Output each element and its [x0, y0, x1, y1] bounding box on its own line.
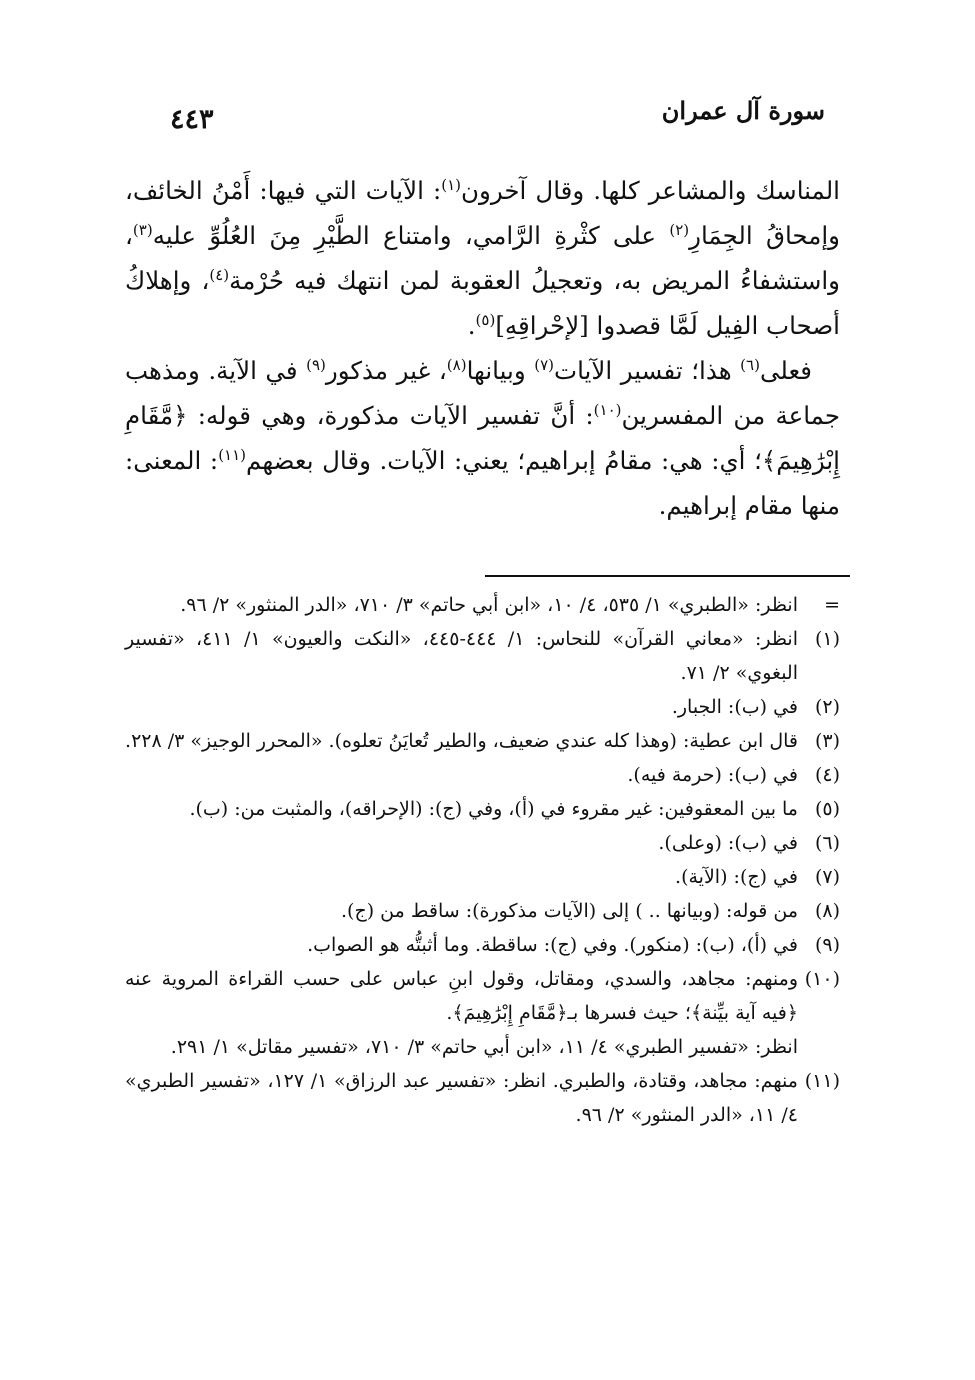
- footnote-marker: (٢): [669, 221, 690, 239]
- footnote-text: قال ابن عطية: (وهذا كله عندي ضعيف، والطير تُعايَنُ تعلوه). «المحرر الوجيز» ٣/ ٢٢٨.: [125, 730, 798, 752]
- footnote-text: في (ج): (الآية).: [675, 866, 798, 888]
- footnote-marker: (٦): [740, 356, 760, 374]
- footnote-text: ومنهم: مجاهد، والسدي، ومقاتل، وقول ابنِ عباس على حسب القراءة المروية عنه ﴿فيه آية بيِّنة﴾؛ حيث فسرها بـ﴿مَّقَامِ إِبْرَٰهِيمَ﴾.: [125, 968, 798, 1024]
- text-run: في الآية. ومذهب جماعة من المفسرين: [125, 356, 840, 430]
- text-run: : أنَّ تفسير الآيات مذكورة، وهي قوله: ﴿مَّقَامِ إِبْرَٰهِيمَ﴾؛ أي: هي: مقامُ إبراهيم؛ يعني: الآيات. وقال بعضهم: [125, 401, 840, 475]
- footnotes: [125, 588, 840, 1132]
- text-run: ، واستشفاءُ المريض به، وتعجيلُ العقوبة لمن انتهك فيه حُرْمة: [125, 221, 840, 295]
- footnote-text: انظر: «الطبري» ١/ ٥٣٥، ٤/ ١٠، «ابن أبي حاتم» ٣/ ٧١٠، «الدر المنثور» ٢/ ٩٦.: [180, 594, 798, 616]
- footnote-number: (٥): [814, 798, 840, 820]
- footnote-divider: [485, 575, 850, 577]
- footnote-text: ما بين المعقوفين: غير مقروء في (أ)، وفي (ج): (الإحراقه)، والمثبت من: (ب).: [189, 798, 798, 820]
- footnote-number: (١): [814, 628, 840, 650]
- footnote-marker: (٣): [132, 221, 153, 239]
- footnote-marker: (١٠): [593, 401, 622, 419]
- footnote-3: [125, 724, 840, 758]
- footnote-number: (١٠): [804, 968, 840, 990]
- footnote-4: [125, 758, 840, 792]
- footnote-text: في (ب): الجبار.: [671, 696, 798, 718]
- footnote-text: في (أ)، (ب): (منكور). وفي (ج): ساقطة. وما أثبتُّه هو الصواب.: [307, 934, 798, 956]
- footnote-number: (٤): [814, 764, 840, 786]
- footnote-text: في (ب): (وعلى).: [658, 832, 798, 854]
- footnote-10: [125, 962, 840, 1030]
- text-run: .: [467, 311, 476, 340]
- footnote-number: (١١): [804, 1070, 840, 1092]
- footnote-10-sources: انظر: «تفسير الطبري» ٤/ ١١، «ابن أبي حاتم» ٣/ ٧١٠، «تفسير مقاتل» ١/ ٢٩١.: [170, 1036, 798, 1058]
- paragraph-2: [125, 348, 840, 528]
- footnote-number: (٧): [814, 866, 840, 888]
- footnote-number: (٨): [814, 900, 840, 922]
- footnote-marker: (٥): [475, 311, 496, 329]
- footnote-8: [125, 894, 840, 928]
- footnote-1: [125, 622, 840, 690]
- page-header: [140, 96, 825, 142]
- footnote-text: منهم: مجاهد، وقتادة، والطبري. انظر: «تفسير عبد الرزاق» ١/ ١٢٧، «تفسير الطبري» ٤/ ١١، «الدر المنثور» ٢/ ٩٦.: [125, 1070, 798, 1126]
- footnote-marker: (١١): [218, 446, 247, 464]
- text-run: هذا؛ تفسير الآيات: [554, 356, 741, 385]
- text-run: على كثْرةِ الرَّامي، وامتناع الطَّيْرِ مِنَ العُلُوِّ عليه: [152, 221, 670, 250]
- footnote-continuation: [125, 588, 840, 622]
- footnote-7: [125, 860, 840, 894]
- page-number: ٤٤٣: [170, 104, 214, 135]
- footnote-5: [125, 792, 840, 826]
- text-run: ، وإهلاكُ أصحاب الفِيل لَمَّا قصدوا [لإحْراقِهِ]: [125, 266, 840, 340]
- footnote-number: (٣): [814, 730, 840, 752]
- footnote-text: انظر: «معاني القرآن» للنحاس: ١/ ٤٤٤-٤٤٥، «النكت والعيون» ١/ ٤١١، «تفسير البغوي» ٢/ ٧١.: [125, 628, 798, 684]
- footnote-number: (٦): [814, 832, 840, 854]
- surah-title: سورة آل عمران: [661, 96, 825, 125]
- text-run: : الآيات التي فيها: أَمْنُ الخائف، وإمحاقُ الجِمَارِ: [125, 176, 840, 250]
- footnote-marker: (٩): [306, 356, 326, 374]
- text-run: المناسك والمشاعر كلها. وقال آخرون: [461, 176, 840, 205]
- footnote-marker: (٨): [446, 356, 467, 374]
- footnote-number: =: [824, 594, 840, 616]
- footnote-number: (٢): [814, 696, 840, 718]
- text-run: وبيانها: [466, 356, 535, 385]
- footnote-marker: (٧): [534, 356, 555, 374]
- text-run: فعلى: [759, 356, 813, 385]
- footnote-text: من قوله: (وبيانها .. ) إلى (الآيات مذكورة): ساقط من (ج).: [341, 900, 798, 922]
- footnote-11: [125, 1064, 840, 1132]
- footnote-6: [125, 826, 840, 860]
- footnote-9: [125, 928, 840, 962]
- main-text: [125, 168, 840, 528]
- text-run: ، غير مذكور: [325, 356, 447, 385]
- footnote-marker: (١): [441, 176, 462, 194]
- footnote-marker: (٤): [209, 266, 230, 284]
- footnote-text: في (ب): (حرمة فيه).: [627, 764, 798, 786]
- text-run: : المعنى: منها مقام إبراهيم.: [125, 446, 840, 520]
- paragraph-1: [125, 168, 840, 348]
- footnote-2: [125, 690, 840, 724]
- footnote-number: (٩): [814, 934, 840, 956]
